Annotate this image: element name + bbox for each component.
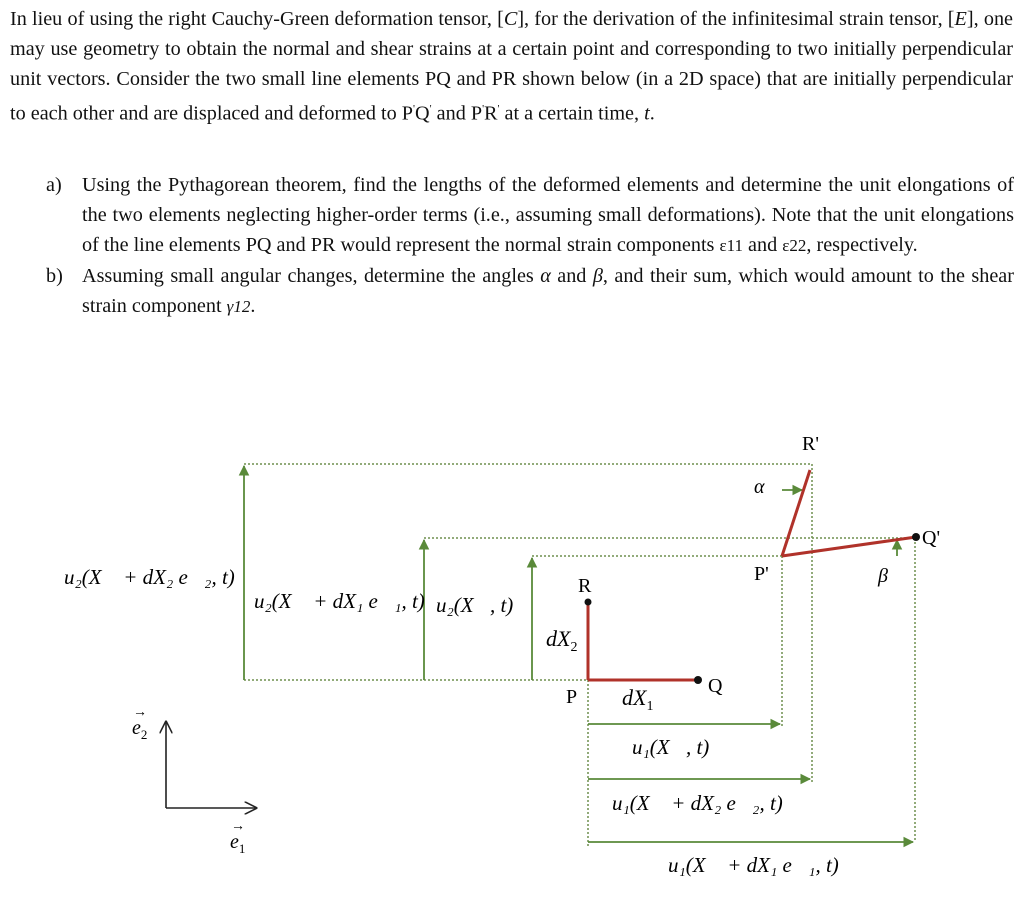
question-a-marker: a) [46,174,62,196]
u2-label-X: u₂(X⃗, t) [436,593,514,617]
label-Pprime: P' [754,563,769,585]
e2-label: $e_2$ [132,717,148,742]
question-b: b) Assuming small angular changes, determine the angles α and β, and their sum, which would amount to the shear strain component γ12. [46,261,1014,322]
gamma12-symbol: γ12 [226,297,251,316]
label-P: P [566,686,578,708]
point-Qprime [912,533,920,541]
point-labels [566,433,940,708]
u2-arrows [244,466,532,680]
u1-labels [612,735,839,877]
u1-label-dX1: u₁(X⃗ + dX₁ e⃗₁, t) [668,853,839,877]
label-alpha: α [754,476,765,498]
u1-label-dX2: u₁(X⃗ + dX₂ e⃗₂, t) [612,791,783,815]
label-Rprime: R' [802,433,819,455]
u2-labels [64,565,513,617]
label-dX1: $dX_1$ [622,685,654,714]
u1-label-X: u₁(X⃗, t) [632,735,710,759]
u2-label-dX2: u₂(X⃗ + dX₂ e⃗₂, t) [64,565,235,589]
u2-label-dX1: u₂(X⃗ + dX₁ e⃗₁, t) [254,589,425,613]
problem-intro: In lieu of using the right Cauchy-Green deformation tensor, [C], for the derivation of the infinitesimal strain tensor, [E], one may use geometry to obtain the normal and shear strains at a certain point and corresponding to two initially perpendicular unit vectors. Consider the two small line elements PQ and PR shown below (in a 2D space) that are initially perpendicular to each other and are displaced and deformed to P'Q' and P'R' at a certain time, t. [10,8,1014,125]
alpha-symbol: α [540,265,551,287]
question-b-marker: b) [46,265,63,287]
label-dX2: $dX_2$ [546,626,578,655]
beta-symbol: β [592,265,603,287]
element-PRprime [782,470,810,556]
element-PQprime [782,537,916,556]
e2-vector-mark: → [133,705,147,720]
question-a: a) Using the Pythagorean theorem, find the lengths of the deformed elements and determine the unit elongations of the two elements neglecting higher-order terms (i.e., assuming small deformations). Note that the unit elongations of the line elements PQ and PR would represent the normal strain components ε11 and ε22, respectively. [46,170,1014,261]
dx-labels [546,626,653,714]
e1-vector-mark: → [231,819,245,834]
point-Q [694,676,702,684]
basis-axes [132,705,256,856]
dotted-guides [244,464,915,848]
label-beta: β [878,565,888,587]
e1-label: $e_1$ [230,831,246,856]
label-Qprime: Q' [922,527,941,549]
eps22-symbol: ε22 [782,236,807,255]
eps11-symbol: ε11 [719,236,743,255]
label-R: R [578,575,592,597]
label-Q: Q [708,675,723,697]
point-R [585,599,592,606]
